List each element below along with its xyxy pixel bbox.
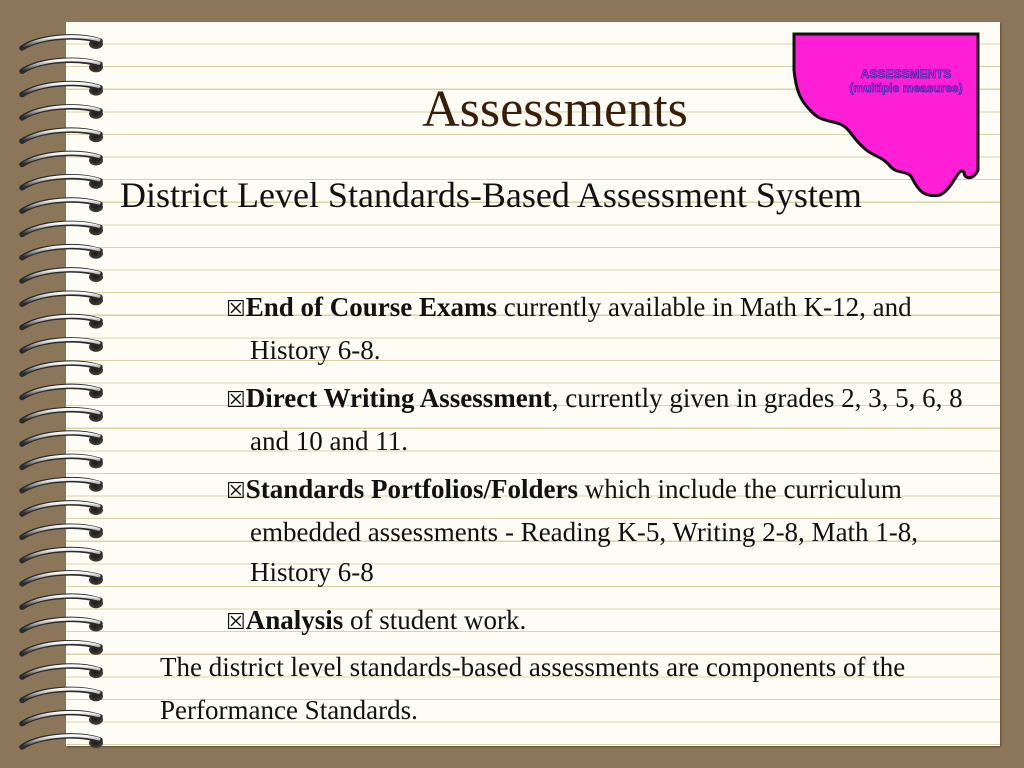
- spiral-ring-icon: [22, 573, 103, 585]
- spiral-ring-icon: [22, 596, 103, 608]
- spiral-ring-icon: [22, 689, 103, 701]
- spiral-ring-icon: [22, 153, 103, 165]
- spiral-ring-icon: [22, 386, 103, 398]
- item-detail: of student work.: [343, 605, 527, 635]
- item-heading: Standards Portfolios/Folders: [245, 474, 578, 504]
- spiral-ring-icon: [22, 363, 103, 375]
- spiral-ring-icon: [22, 619, 103, 631]
- spiral-ring-icon: [22, 246, 103, 258]
- ballot-x-icon: ☒: [226, 297, 246, 322]
- spiral-ring-icon: [22, 712, 103, 724]
- spiral-ring-icon: [22, 60, 103, 72]
- slide-title: Assessments: [422, 81, 688, 138]
- spiral-ring-icon: [22, 433, 103, 445]
- spiral-ring-icon: [22, 526, 103, 538]
- sub-bullet-list: [226, 287, 968, 651]
- spiral-ring-icon: [22, 736, 103, 748]
- item-heading: Direct Writing Assessment: [245, 383, 552, 413]
- footer-text: The district level standards-based assessments are components of the Performance Standards.: [160, 652, 906, 725]
- ballot-x-icon: ☒: [226, 610, 246, 635]
- assessments-badge-label: ASSESSMENTS (multiple measures): [849, 67, 963, 95]
- item-detail: currently available in Math K-12, and History 6-8.: [250, 292, 912, 365]
- spiral-ring-icon: [22, 456, 103, 468]
- list-item: [226, 287, 968, 370]
- item-detail: which include the curriculum embedded assessments - Reading K-5, Writing 2-8, Math 1-8, History 6-8: [250, 474, 919, 587]
- spiral-ring-icon: [22, 503, 103, 515]
- spiral-ring-icon: [22, 479, 103, 491]
- item-heading: End of Course Exams: [245, 292, 498, 322]
- item-detail: , currently given in grades 2, 3, 5, 6, 8 and 10 and 11.: [250, 383, 963, 456]
- spiral-ring-icon: [22, 176, 103, 188]
- list-item: [226, 469, 968, 592]
- spiral-ring-icon: [22, 340, 103, 352]
- spiral-ring-icon: [22, 642, 103, 654]
- spiral-ring-icon: [22, 409, 103, 421]
- spiral-ring-icon: [22, 549, 103, 561]
- spiral-ring-icon: [22, 223, 103, 235]
- list-item: [226, 378, 968, 461]
- item-heading: Analysis: [245, 605, 344, 635]
- ballot-x-icon: ☒: [226, 479, 246, 504]
- spiral-ring-icon: [22, 270, 103, 282]
- spiral-ring-icon: [22, 666, 103, 678]
- spiral-ring-icon: [22, 316, 103, 328]
- spiral-ring-icon: [22, 37, 103, 49]
- spiral-ring-icon: [22, 293, 103, 305]
- list-item: [226, 600, 968, 643]
- ballot-x-icon: ☒: [226, 388, 246, 413]
- main-point: District Level Standards-Based Assessment System: [120, 175, 862, 215]
- spiral-ring-icon: [22, 200, 103, 212]
